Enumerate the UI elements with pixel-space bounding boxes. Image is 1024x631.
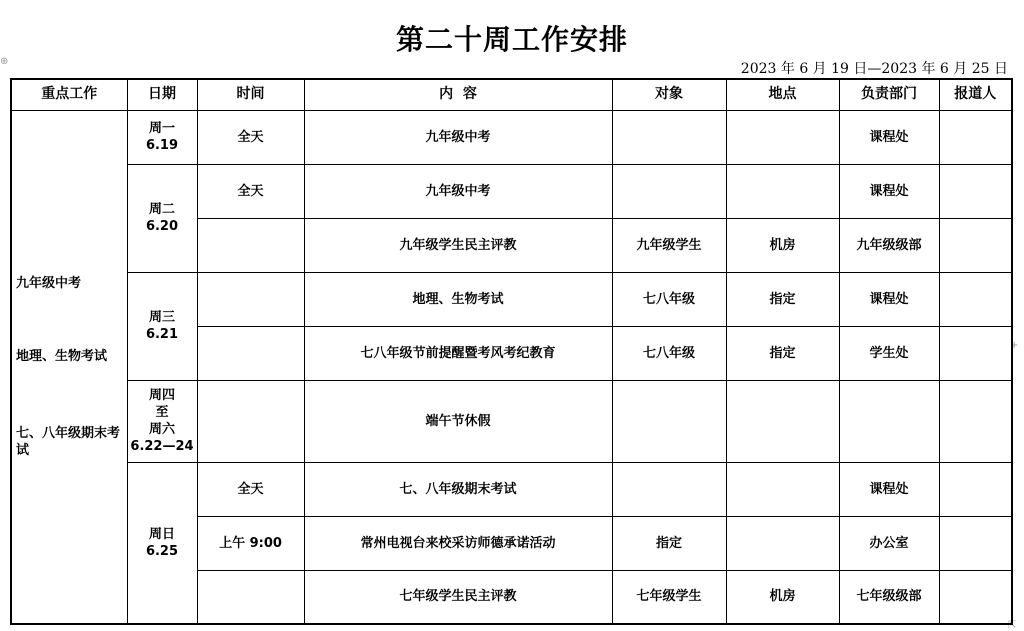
day-date: 6.19: [145, 138, 179, 153]
target-cell: [612, 462, 726, 516]
target-cell: 指定: [612, 516, 726, 570]
target-cell: 七年级学生: [612, 570, 726, 624]
dept-cell: 课程处: [839, 462, 939, 516]
time-cell: [197, 326, 304, 380]
place-cell: [726, 516, 839, 570]
focus-item: 九年级中考: [16, 275, 82, 291]
header-date: 日期: [127, 79, 197, 110]
table-move-handle-icon[interactable]: ⊕: [0, 56, 9, 67]
day-name: 周日: [148, 526, 175, 542]
place-cell: [726, 110, 839, 164]
day-name: 周二: [148, 202, 175, 217]
dept-cell: 课程处: [839, 164, 939, 218]
table-row: [11, 272, 1012, 326]
day-name: 周四: [148, 388, 175, 403]
table-resize-icon[interactable]: +: [1010, 340, 1019, 351]
place-cell: 指定: [726, 272, 839, 326]
target-cell: 七八年级: [612, 272, 726, 326]
day-cell: [127, 380, 197, 462]
header-target: 对象: [612, 79, 726, 110]
content-cell: 端午节休假: [304, 380, 612, 462]
reporter-cell: [939, 110, 1012, 164]
day-cell: [127, 272, 197, 380]
reporter-cell: [939, 272, 1012, 326]
dept-cell: 课程处: [839, 110, 939, 164]
header-focus: 重点工作: [11, 79, 127, 110]
time-cell: 全天: [197, 110, 304, 164]
header-row: [11, 79, 1012, 110]
time-cell: [197, 380, 304, 462]
content-cell: 九年级中考: [304, 164, 612, 218]
place-cell: [726, 380, 839, 462]
focus-work-cell: [11, 110, 127, 624]
reporter-cell: [939, 218, 1012, 272]
header-place: 地点: [726, 79, 839, 110]
time-cell: [197, 272, 304, 326]
table-row: [11, 462, 1012, 516]
reporter-cell: [939, 326, 1012, 380]
day-date: 6.20: [145, 219, 179, 234]
day-cell: [127, 462, 197, 624]
time-cell: 全天: [197, 164, 304, 218]
header-dept: 负责部门: [839, 79, 939, 110]
content-cell: 七、八年级期末考试: [304, 462, 612, 516]
place-cell: [726, 462, 839, 516]
schedule-table: [10, 78, 1013, 625]
header-time: 时间: [197, 79, 304, 110]
place-cell: 机房: [726, 218, 839, 272]
content-cell: 常州电视台来校采访师德承诺活动: [304, 516, 612, 570]
time-cell: [197, 570, 304, 624]
focus-item: 地理、生物考试: [16, 348, 108, 364]
day-cell: [127, 164, 197, 272]
table-row: [11, 110, 1012, 164]
day-cell: [127, 110, 197, 164]
reporter-cell: [939, 380, 1012, 462]
target-cell: 七八年级: [612, 326, 726, 380]
reporter-cell: [939, 516, 1012, 570]
place-cell: 指定: [726, 326, 839, 380]
time-cell: 全天: [197, 462, 304, 516]
day-date: 6.22—24: [130, 439, 194, 454]
focus-item: 七、八年级期末考试: [16, 425, 121, 458]
day-name: 周六: [148, 422, 175, 437]
target-cell: [612, 164, 726, 218]
dept-cell: 课程处: [839, 272, 939, 326]
dept-cell: [839, 380, 939, 462]
table-row: [11, 380, 1012, 462]
day-name: 周三: [148, 310, 175, 325]
dept-cell: 七年级级部: [839, 570, 939, 624]
day-name: 周一: [148, 121, 175, 136]
place-cell: 机房: [726, 570, 839, 624]
content-cell: 地理、生物考试: [304, 272, 612, 326]
table-row: [11, 164, 1012, 218]
content-cell: 九年级学生民主评教: [304, 218, 612, 272]
reporter-cell: [939, 462, 1012, 516]
dept-cell: 九年级级部: [839, 218, 939, 272]
target-cell: [612, 380, 726, 462]
time-cell: [197, 218, 304, 272]
reporter-cell: [939, 164, 1012, 218]
content-cell: 七年级学生民主评教: [304, 570, 612, 624]
target-cell: 九年级学生: [612, 218, 726, 272]
table-resize-handle-icon[interactable]: ⇱: [1008, 620, 1017, 631]
dept-cell: 办公室: [839, 516, 939, 570]
target-cell: [612, 110, 726, 164]
day-date: 6.25: [145, 543, 179, 559]
content-cell: 九年级中考: [304, 110, 612, 164]
date-range: 2023 年 6 月 19 日—2023 年 6 月 25 日: [740, 61, 1008, 77]
reporter-cell: [939, 570, 1012, 624]
day-range-word: 至: [155, 405, 169, 420]
header-content: 内 容: [304, 79, 612, 110]
dept-cell: 学生处: [839, 326, 939, 380]
content-cell: 七八年级节前提醒暨考风考纪教育: [304, 326, 612, 380]
place-cell: [726, 164, 839, 218]
time-cell: 上午 9:00: [197, 516, 304, 570]
header-reporter: 报道人: [939, 79, 1012, 110]
day-date: 6.21: [145, 327, 179, 342]
page-title: 第二十周工作安排: [395, 23, 628, 56]
